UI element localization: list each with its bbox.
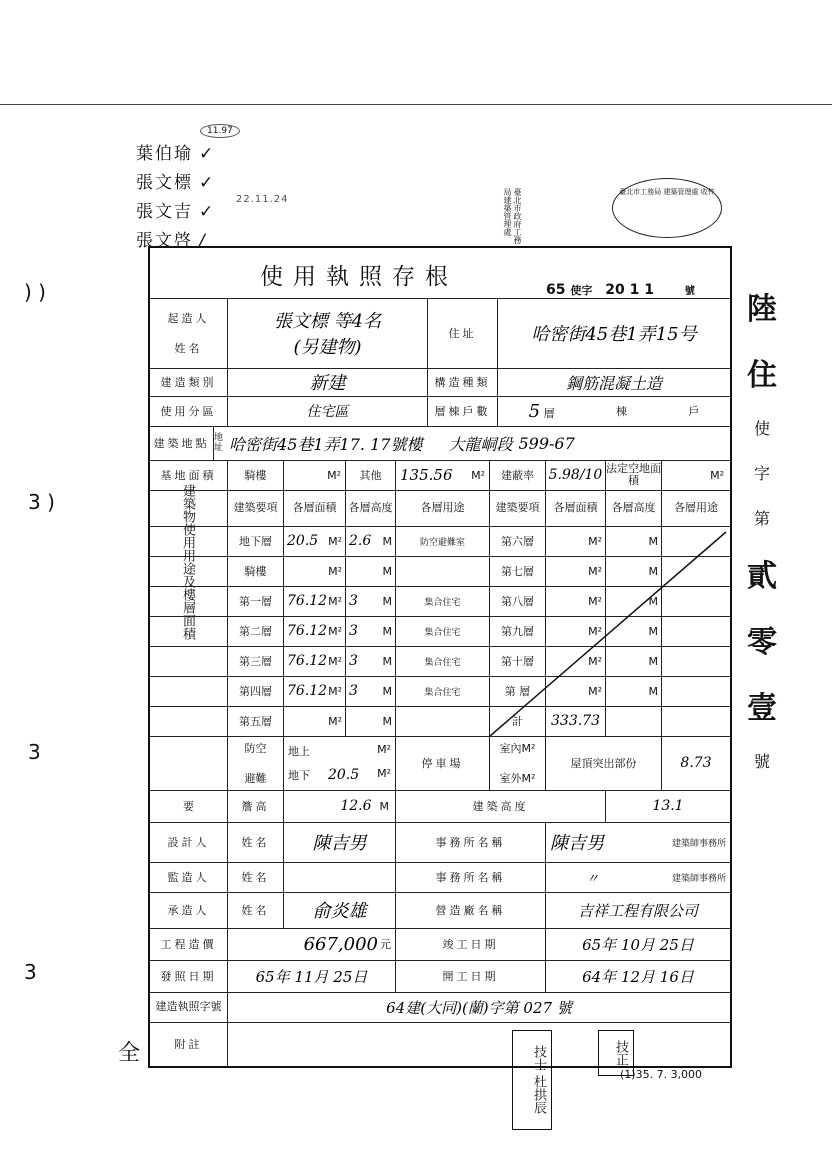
upper-floor-name: 第七層 xyxy=(490,556,546,586)
build-type-value: 新建 xyxy=(228,368,428,396)
applicant-4: 張文啓 / xyxy=(136,231,207,251)
bheight-label: 建築高度 xyxy=(396,790,606,822)
porch-unit: M² xyxy=(284,460,346,490)
floor-area xyxy=(284,676,346,706)
cost-label: 工程造價 xyxy=(150,928,228,960)
upper-floor-height: M xyxy=(606,586,662,616)
issue-row xyxy=(150,960,730,993)
col-head-5: 建築要項 xyxy=(490,490,546,526)
porch-label: 騎樓 xyxy=(228,460,284,490)
circle-stamp: 11.97 xyxy=(200,124,240,138)
left-vertical-heading xyxy=(150,484,196,828)
applicant-3: 張文吉 ✓ xyxy=(136,202,216,222)
floor-height-value: 3 xyxy=(349,683,358,699)
permit-value: 64建(大同)(蘭)字第 027 號 xyxy=(386,998,572,1017)
roof-label: 屋頂突出部份 xyxy=(546,736,662,790)
site-area-label: 基地面積 xyxy=(150,460,228,490)
note-label: 附註 xyxy=(150,1022,228,1066)
floor-use: 集合住宅 xyxy=(396,676,490,706)
struct-type-label: 構造種類 xyxy=(428,368,498,396)
coverage-label: 建蔽率 xyxy=(490,460,546,490)
upper-floor-area: M² xyxy=(546,526,606,556)
col-head-4: 各層用途 xyxy=(396,490,490,526)
left-margin-mark-3: 3 xyxy=(28,740,41,764)
floor-height xyxy=(346,676,396,706)
floor-height-value: 3 xyxy=(349,653,358,669)
parking-label: 停車場 xyxy=(396,736,490,790)
address-value: 哈密街45巷1弄15号 xyxy=(531,324,697,345)
floor-height xyxy=(346,586,396,616)
floor-area-unit: M² xyxy=(328,624,342,638)
side-char-8: 壹 xyxy=(747,691,777,726)
form-title: 使用執照存根 xyxy=(260,264,458,290)
supervisor-row xyxy=(150,862,730,893)
floor-height xyxy=(346,646,396,676)
floor-height xyxy=(346,556,396,586)
upper-floor-height: M xyxy=(606,556,662,586)
location-value: 地 址 哈密街45巷1弄17. 17號樓 大龍峒段 599-67 xyxy=(214,433,575,454)
cost-value: 667,000 元 xyxy=(228,928,396,960)
designer-name-label: 姓名 xyxy=(228,822,284,862)
floor-use xyxy=(396,706,490,736)
designer-name: 陳吉男 xyxy=(284,822,396,862)
floor-area-unit: M² xyxy=(328,654,342,668)
floor-use: 防空避難室 xyxy=(396,526,490,556)
floor-name: 第一層 xyxy=(228,586,284,616)
upper-floor-area: M² xyxy=(546,646,606,676)
corner-mark: 全 xyxy=(118,1041,141,1066)
bheight-value: 13.1 xyxy=(652,798,684,814)
supervisor-office: 〃 建築師事務所 xyxy=(586,871,726,887)
vertical-caption: 建築物使用用途及樓層面積 xyxy=(180,484,195,640)
floor-height-unit: M xyxy=(382,564,392,578)
floor-area-unit: M² xyxy=(328,594,342,608)
contractor-label: 承造人 xyxy=(150,892,228,928)
shelter-row xyxy=(150,736,730,791)
floor-area-unit: M² xyxy=(328,564,342,578)
start-date-label: 開工日期 xyxy=(396,960,546,992)
floor-area xyxy=(284,616,346,646)
usage-permit-stub xyxy=(148,246,732,1068)
date-stamp: 22.11.24 xyxy=(236,194,289,205)
permit-label: 建造執照字號 xyxy=(150,992,228,1022)
permit-row xyxy=(150,992,730,1023)
contractor-firm-label: 營造廠名稱 xyxy=(396,892,546,928)
builder-row xyxy=(150,298,730,369)
designer-row xyxy=(150,822,730,863)
side-char-5: 第 xyxy=(753,509,770,528)
upper-floor-height: M xyxy=(606,526,662,556)
other-label: 其他 xyxy=(346,460,396,490)
inspector-stamp: 技士 杜拱辰 xyxy=(512,1030,552,1130)
empty-floor-strike xyxy=(490,526,730,736)
shelter-label: 防空 避難 xyxy=(228,736,284,790)
upper-floor-name: 第九層 xyxy=(490,616,546,646)
upper-floor-area: M² xyxy=(546,616,606,646)
floors-label: 層棟戶數 xyxy=(428,396,498,426)
applicant-list xyxy=(136,140,215,256)
main-req: 要 xyxy=(150,790,228,822)
address-label: 住址 xyxy=(428,298,498,368)
col-head-6: 各層面積 xyxy=(546,490,606,526)
upper-floor-name: 第八層 xyxy=(490,586,546,616)
eave-label: 簷高 xyxy=(228,790,284,822)
floor-use: 集合住宅 xyxy=(396,646,490,676)
upper-floor-name: 第 層 xyxy=(490,676,546,706)
builder-label: 起造人 姓名 xyxy=(150,298,228,368)
side-char-6: 貳 xyxy=(747,559,777,594)
total-number: 333.73 xyxy=(551,713,600,729)
floor-height xyxy=(346,616,396,646)
shelter-values: 地上 M² 地下 20.5 M² xyxy=(284,736,396,790)
floor-height-unit: M xyxy=(382,534,392,548)
col-head-2: 各層面積 xyxy=(284,490,346,526)
legal-open-label: 法定空地面積 xyxy=(606,460,662,490)
floor-name: 第五層 xyxy=(228,706,284,736)
floor-name: 第三層 xyxy=(228,646,284,676)
upper-floor-height: M xyxy=(606,676,662,706)
col-head-7: 各層高度 xyxy=(606,490,662,526)
floor-name: 騎樓 xyxy=(228,556,284,586)
print-info: (1)35. 7. 3,000 xyxy=(620,1068,703,1081)
floor-area xyxy=(284,646,346,676)
side-char-4: 字 xyxy=(753,464,770,483)
floor-area-unit: M² xyxy=(328,714,342,728)
upper-floor-height: M xyxy=(606,616,662,646)
supervisor-name-label: 姓名 xyxy=(228,862,284,892)
floor-name: 第四層 xyxy=(228,676,284,706)
floor-area xyxy=(284,586,346,616)
legal-open-unit: M² xyxy=(710,468,724,482)
col-head-8: 各層用途 xyxy=(674,501,718,514)
floor-area-value: 76.12 xyxy=(287,623,328,639)
designer-label: 設計人 xyxy=(150,822,228,862)
location-row xyxy=(150,426,730,461)
oval-receipt-stamp: 臺北市工務局 建築管理處 收件 xyxy=(612,178,722,238)
side-char-2: 住 xyxy=(747,358,777,393)
other-value: 135.56 M² xyxy=(396,460,490,490)
issue-date-label: 發照日期 xyxy=(150,960,228,992)
floors-value: 5 層 棟 戶 xyxy=(528,400,700,422)
doc-number: 65 使字 20 1 1 號 xyxy=(546,282,695,298)
title-row xyxy=(150,248,730,299)
start-date: 64年 12月 16日 xyxy=(582,967,694,986)
floor-use xyxy=(396,556,490,586)
floor-area xyxy=(284,556,346,586)
applicant-1: 葉伯瑜 ✓ xyxy=(136,144,216,164)
floor-area-value: 20.5 xyxy=(287,533,319,549)
site-row xyxy=(150,460,730,491)
applicant-2: 張文標 ✓ xyxy=(136,173,216,193)
left-margin-mark: ) ) xyxy=(24,280,46,304)
usage-label: 使用分區 xyxy=(150,396,228,426)
floor-area xyxy=(284,526,346,556)
upper-floor-area: M² xyxy=(546,586,606,616)
floor-height-unit: M xyxy=(382,684,392,698)
floor-area-value: 76.12 xyxy=(287,593,328,609)
floor-height-unit: M xyxy=(382,594,392,608)
contractor-name-label: 姓名 xyxy=(228,892,284,928)
type-row xyxy=(150,368,730,397)
upper-floor-height: M xyxy=(606,646,662,676)
left-margin-mark-4: 3 xyxy=(24,960,37,984)
floor-area-value: 76.12 xyxy=(287,683,328,699)
floor-use: 集合住宅 xyxy=(396,616,490,646)
height-row xyxy=(150,790,730,823)
col-head-1: 建築要項 xyxy=(228,490,284,526)
floor-area xyxy=(284,706,346,736)
left-margin-mark-2: 3 ) xyxy=(28,490,55,514)
cost-row xyxy=(150,928,730,961)
contractor-row xyxy=(150,892,730,929)
engineer-stamp: 技正 xyxy=(598,1030,634,1076)
note-row xyxy=(150,1022,730,1066)
floor-height xyxy=(346,526,396,556)
floor-height-unit: M xyxy=(382,714,392,728)
upper-floor-area: M² xyxy=(546,556,606,586)
floor-height-value: 3 xyxy=(349,623,358,639)
roof-value: 8.73 xyxy=(680,755,712,771)
struct-type-value: 鋼筋混凝土造 xyxy=(565,373,662,393)
col-head-3: 各層高度 xyxy=(346,490,396,526)
floor-height-unit: M xyxy=(382,624,392,638)
column-head-row xyxy=(150,490,730,527)
total-label: 計 xyxy=(490,706,546,736)
floor-height-value: 3 xyxy=(349,593,358,609)
floor-area-unit: M² xyxy=(328,684,342,698)
floor-height-value: 2.6 xyxy=(349,533,372,549)
location-label: 建築地點 xyxy=(150,426,214,460)
build-type-label: 建造類別 xyxy=(150,368,228,396)
side-char-1: 陸 xyxy=(747,292,777,327)
supervisor-office-label: 事務所名稱 xyxy=(396,862,546,892)
agency-stamp: 臺北市政府工務局建築管理處 xyxy=(503,188,522,244)
completion-label: 竣工日期 xyxy=(396,928,546,960)
coverage-value: 5.98/10 xyxy=(546,460,606,490)
usage-value: 住宅區 xyxy=(228,396,428,426)
floor-name: 第二層 xyxy=(228,616,284,646)
eave-value: 12.6 M xyxy=(284,790,396,822)
upper-floor-name: 第十層 xyxy=(490,646,546,676)
floor-height-unit: M xyxy=(382,654,392,668)
contractor-firm: 吉祥工程有限公司 xyxy=(577,901,698,920)
top-rule xyxy=(0,104,832,105)
contractor-name: 俞炎雄 xyxy=(284,892,396,928)
floor-area-unit: M² xyxy=(328,534,342,548)
supervisor-label: 監造人 xyxy=(150,862,228,892)
builder-value: 張文標 等4名 (另建物) xyxy=(228,298,428,368)
right-margin-notes xyxy=(742,284,782,772)
completion-date: 65年 10月 25日 xyxy=(582,935,694,954)
side-char-7: 零 xyxy=(747,625,777,660)
designer-office: 陳吉男 建築師事務所 xyxy=(550,833,726,854)
side-char-9: 號 xyxy=(753,752,770,771)
floor-height xyxy=(346,706,396,736)
upper-floor-area: M² xyxy=(546,676,606,706)
parking-values: 室內M² 室外M² xyxy=(490,736,546,790)
upper-floor-name: 第六層 xyxy=(490,526,546,556)
floor-use: 集合住宅 xyxy=(396,586,490,616)
floor-area-value: 76.12 xyxy=(287,653,328,669)
issue-date: 65年 11月 25日 xyxy=(228,960,396,992)
side-char-3: 使 xyxy=(753,419,770,438)
designer-office-label: 事務所名稱 xyxy=(396,822,546,862)
floor-name: 地下層 xyxy=(228,526,284,556)
usage-row xyxy=(150,396,730,427)
